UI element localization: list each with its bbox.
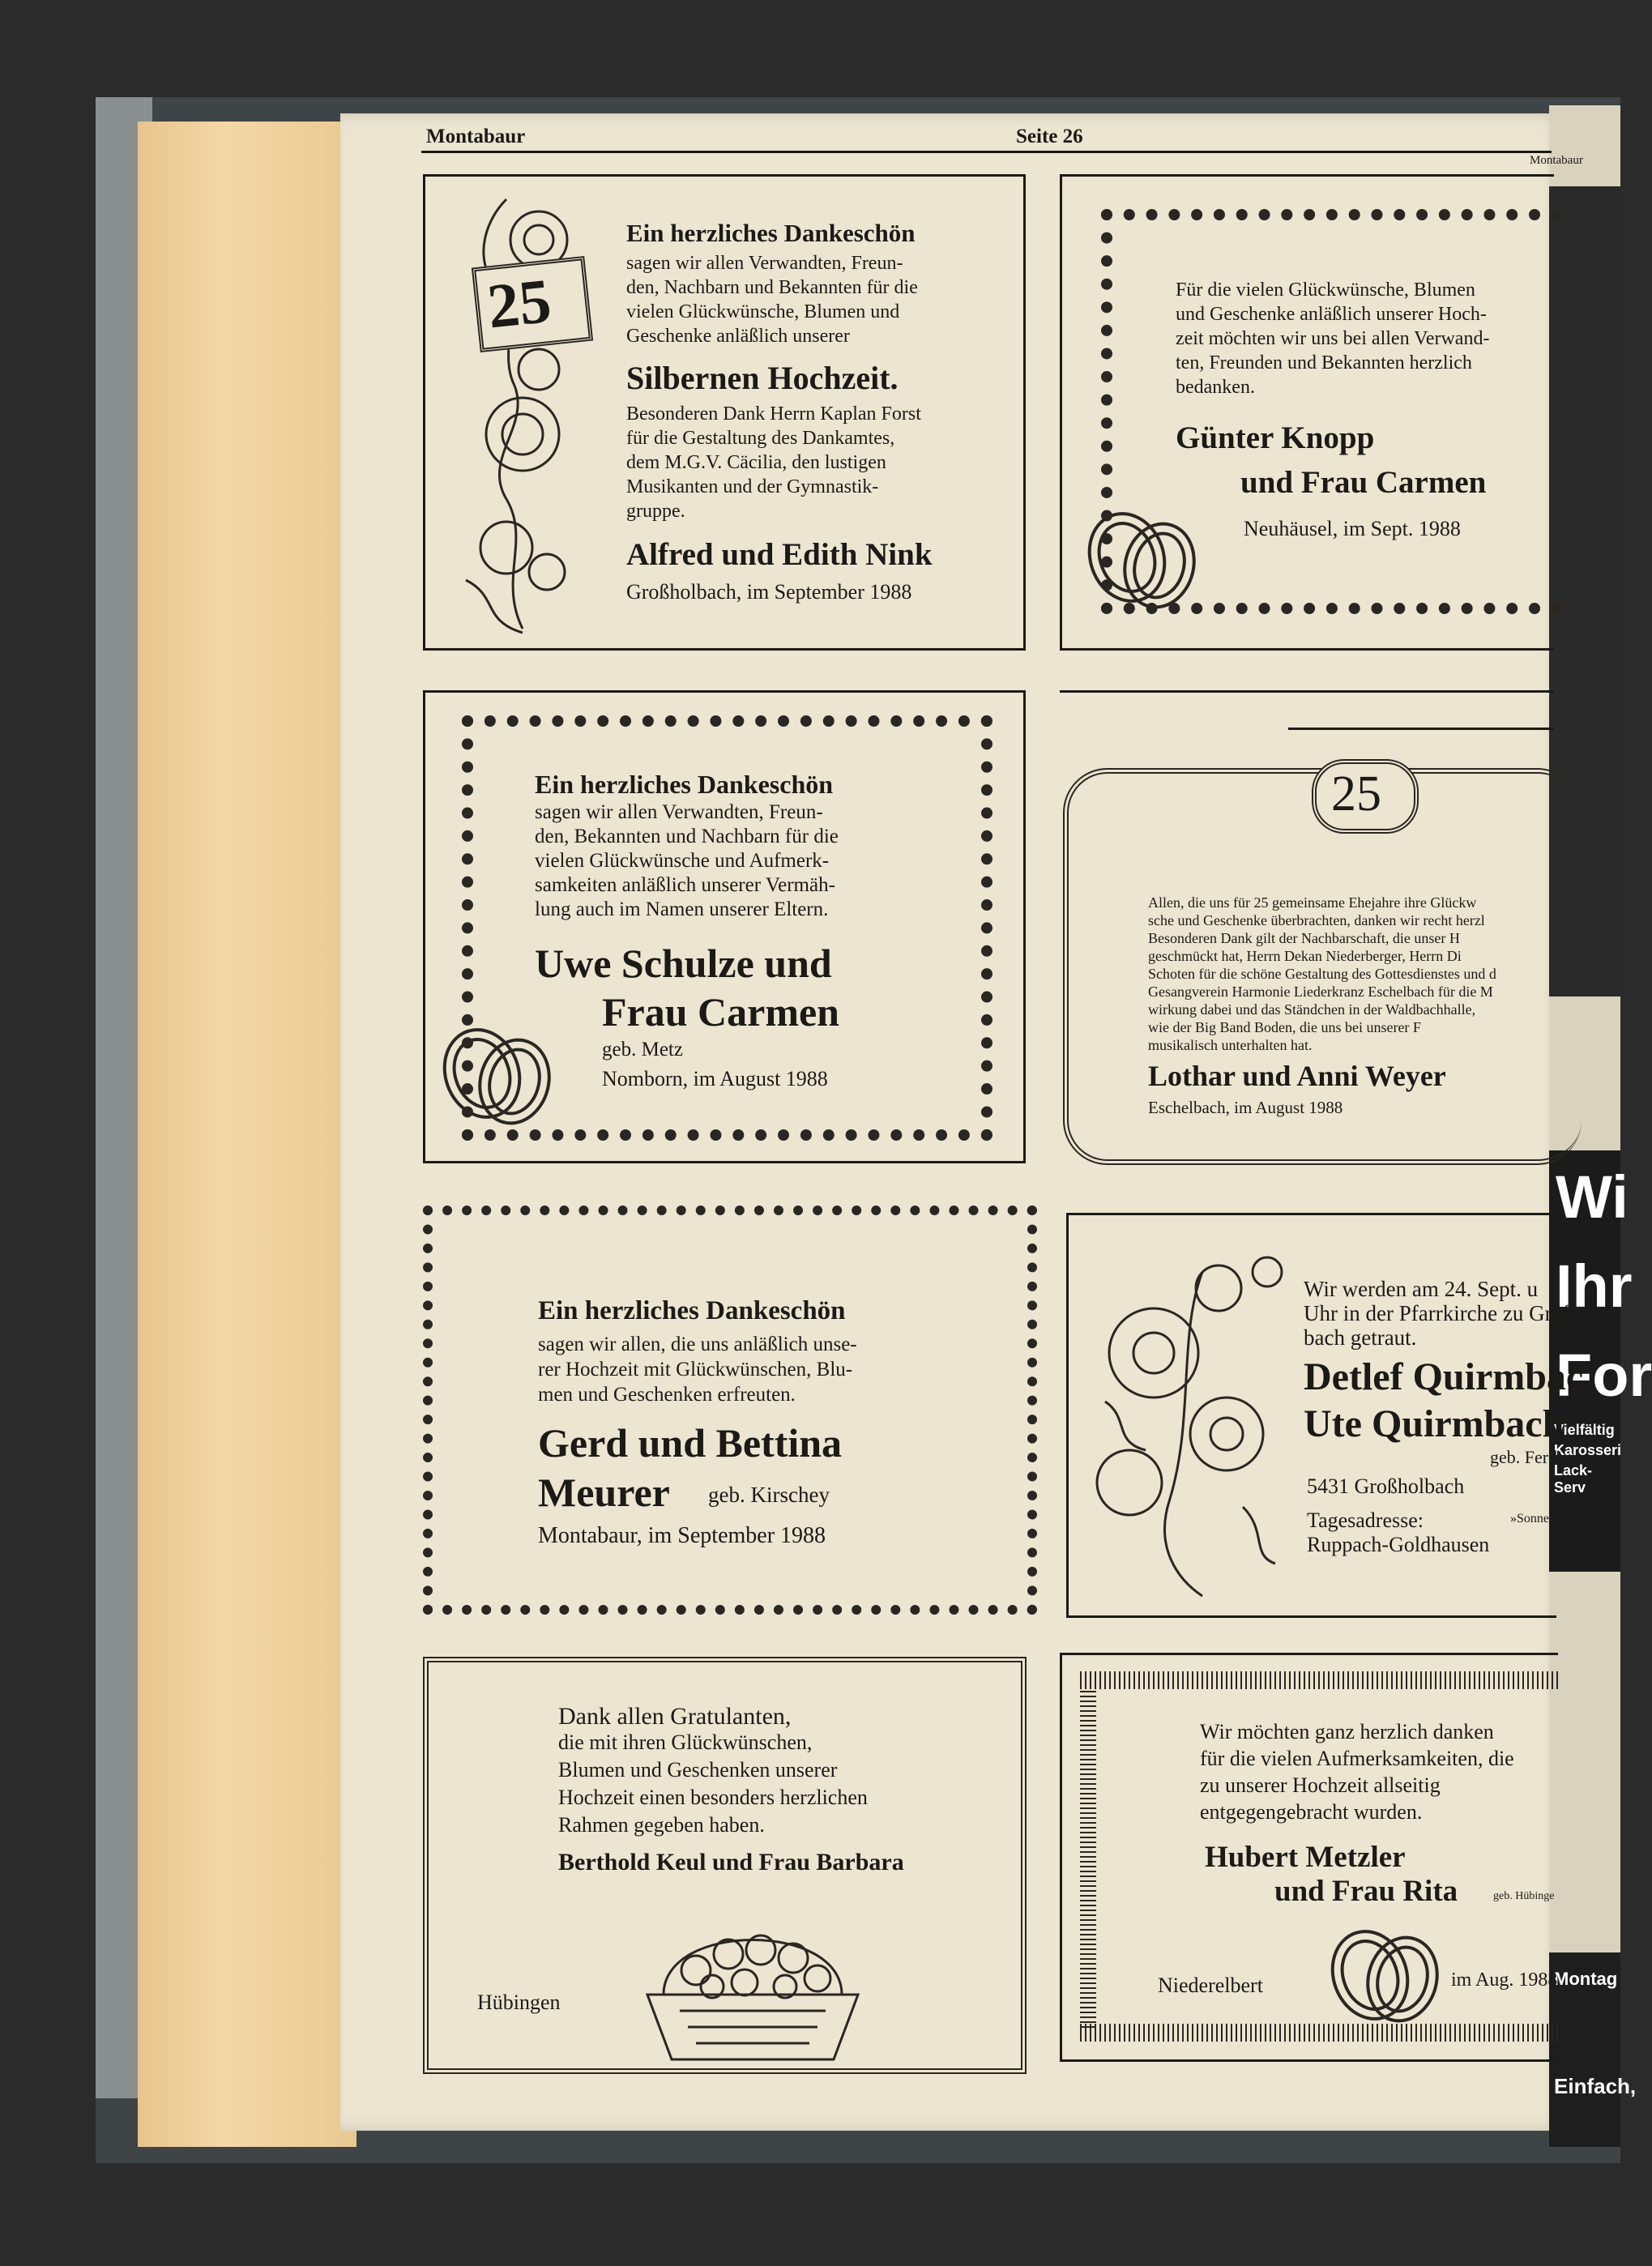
ad-body-line: zeit möchten wir uns bei allen Verwand- [1176, 328, 1490, 349]
ad-place-date: Nomborn, im August 1988 [602, 1067, 828, 1090]
ad-body-line: Schoten für die schöne Gestaltung des Gottesdienstes und d [1148, 966, 1496, 982]
ad-name: Günter Knopp [1176, 420, 1375, 455]
ad-date: im Aug. 1988 [1451, 1969, 1558, 1991]
ad-meurer [423, 1206, 1037, 1615]
ad-body-line: lung auch im Namen unserer Eltern. [535, 898, 829, 920]
flower-basket-icon [631, 1905, 874, 2068]
wedding-rings-icon [433, 1017, 563, 1138]
ad-metzler [1060, 1653, 1558, 2062]
ad-body-line: den, Nachbarn und Bekannten für die [626, 277, 918, 298]
ad-body-line: geschmückt hat, Herrn Dekan Niederberger, Herrn Di [1148, 948, 1462, 964]
ad-body-line: für die vielen Aufmerksamkeiten, die [1200, 1747, 1514, 1770]
column-rule [1060, 690, 1554, 693]
ad-body-line: Uhr in der Pfarrkirche zu Groß [1304, 1301, 1574, 1325]
ad-name: Meurer [538, 1470, 670, 1515]
ad-body-line: Für die vielen Glückwünsche, Blumen [1176, 280, 1475, 301]
ad-body-line: die mit ihren Glückwünschen, [558, 1730, 813, 1754]
ad-body-line: Gesangverein Harmonie Liederkranz Eschelbach für die M [1148, 984, 1493, 1000]
ad-body-line: musikalisch unterhalten hat. [1148, 1037, 1313, 1053]
ad-place: Hübingen [477, 1991, 561, 2014]
page-edges [138, 122, 356, 2147]
ad-name: Uwe Schulze und [535, 941, 832, 986]
ad-name: Detlef Quirmbac [1304, 1355, 1584, 1398]
ad-body-line: Wir möchten ganz herzlich danken [1200, 1720, 1494, 1743]
ad-body-line: Blumen und Geschenken unserer [558, 1758, 838, 1782]
ad-body-line: Rahmen gegeben haben. [558, 1813, 765, 1837]
ad-name: Gerd und Bettina [538, 1420, 843, 1466]
wedding-rings-icon [1078, 501, 1208, 622]
ad-name: und Frau Rita [1274, 1875, 1458, 1908]
column-rule [1288, 728, 1554, 730]
ad-maiden-name: geb. Metz [602, 1039, 683, 1060]
ad-body-line: vielen Glückwünsche, Blumen und [626, 301, 900, 322]
ad-body-line: gruppe. [626, 501, 685, 522]
ad-body-line: und Geschenke anläßlich unserer Hoch- [1176, 304, 1487, 325]
wedding-rings-icon [1321, 1918, 1451, 2032]
ad-body-line: bach getraut. [1304, 1325, 1417, 1350]
ad-body-line: sagen wir allen, die uns anläßlich unse- [538, 1334, 857, 1355]
header-section-right: Montabaur [1530, 154, 1583, 167]
header-rule [421, 151, 1552, 153]
flower-bouquet-ornament [1081, 1240, 1300, 1604]
badge-number: 25 [484, 264, 555, 342]
ad-body-line: zu unserer Hochzeit allseitig [1200, 1773, 1441, 1797]
ad-body-line: Musikanten und der Gymnastik- [626, 476, 879, 497]
anniversary-badge [472, 256, 593, 352]
ad-body-line: ten, Freunden und Bekannten herzlich [1176, 352, 1472, 373]
ad-body-line: rer Hochzeit mit Glückwünschen, Blu- [538, 1359, 853, 1381]
ad-place-date: Neuhäusel, im Sept. 1988 [1244, 517, 1461, 540]
ad-place: Niederelbert [1158, 1974, 1263, 1997]
ad-day-address-label: Tagesadresse: [1307, 1509, 1424, 1532]
adjacent-small-1: Vielfältig [1554, 1422, 1615, 1438]
ad-name: Hubert Metzler [1205, 1841, 1406, 1874]
ad-body-line: Besonderen Dank gilt der Nachbarschaft, die unser H [1148, 930, 1460, 946]
ad-body-line: sagen wir allen Verwandten, Freun- [626, 253, 903, 274]
ad-names: Lothar und Anni Weyer [1148, 1060, 1446, 1092]
ad-title: Ein herzliches Dankeschön [538, 1296, 846, 1325]
ad-body-line: samkeiten anläßlich unserer Vermäh- [535, 874, 835, 896]
ad-knopp [1060, 174, 1554, 651]
ad-body-line: wirkung dabei und das Ständchen in der Waldbachhalle, [1148, 1001, 1476, 1018]
badge-number: 25 [1331, 766, 1381, 821]
ad-body-line: den, Bekannten und Nachbarn für die [535, 826, 839, 847]
adjacent-headline-3: For [1556, 1342, 1652, 1409]
ad-schulze [423, 690, 1026, 1163]
ad-body-line: bedanken. [1176, 377, 1255, 398]
ad-body-line: Wir werden am 24. Sept. u [1304, 1277, 1539, 1301]
ad-maiden-name: geb. Ferdi [1490, 1447, 1563, 1467]
ad-body-line: Geschenke anläßlich unserer [626, 326, 850, 347]
striped-border-bottom [1080, 2024, 1558, 2042]
anniversary-badge [1312, 759, 1419, 834]
ad-name: Ute Quirmbach [1304, 1402, 1564, 1445]
ad-names: Berthold Keul und Frau Barbara [558, 1849, 904, 1876]
adjacent-small-4: Montag [1554, 1969, 1618, 1989]
ad-body-line: Hochzeit einen besonders herzlichen [558, 1786, 868, 1809]
adjacent-headline-2: Ihr [1556, 1252, 1633, 1320]
striped-border-top [1080, 1671, 1558, 1689]
ad-body-line: Allen, die uns für 25 gemeinsame Ehejahre ihre Glückw [1148, 894, 1477, 911]
header-page-number: Seite 26 [1016, 126, 1083, 147]
ad-weyer [1063, 768, 1582, 1165]
ad-place-date: Eschelbach, im August 1988 [1148, 1098, 1343, 1117]
ad-body-line: dem M.G.V. Cäcilia, den lustigen [626, 452, 886, 473]
ad-place-date: Großholbach, im September 1988 [626, 580, 912, 604]
header-section: Montabaur [426, 126, 526, 147]
ad-title: Ein herzliches Dankeschön [626, 219, 916, 247]
ad-body-line: wie der Big Band Boden, die uns bei unserer F [1148, 1019, 1421, 1035]
ad-body-line: entgegengebracht wurden. [1200, 1800, 1423, 1824]
ad-maiden-name: geb. Kirschey [708, 1483, 830, 1507]
ad-keul [423, 1657, 1027, 2074]
ad-body-line: sagen wir allen Verwandten, Freun- [535, 801, 823, 823]
ad-occasion: Silbernen Hochzeit. [626, 360, 899, 396]
ad-body-line: Dank allen Gratulanten, [558, 1703, 792, 1730]
adjacent-small-3: Lack-Serv [1554, 1462, 1593, 1496]
adjacent-headline-1: Wi [1556, 1163, 1629, 1231]
ad-body-line: sche und Geschenke überbrachten, danken wir recht herzl [1148, 912, 1485, 928]
ad-name: und Frau Carmen [1240, 465, 1487, 500]
ad-maiden-name: geb. Hübinge [1493, 1890, 1555, 1902]
ad-names: Alfred und Edith Nink [626, 537, 933, 572]
ad-body-line: vielen Glückwünsche und Aufmerk- [535, 850, 830, 872]
ad-body-line: Besonderen Dank Herrn Kaplan Forst [626, 403, 921, 425]
striped-border-left [1080, 1688, 1096, 2028]
ad-nink [423, 174, 1026, 651]
ad-day-address-note: »Sonne [1510, 1512, 1549, 1526]
ad-name: Frau Carmen [602, 989, 839, 1035]
ad-address: 5431 Großholbach [1307, 1474, 1465, 1498]
adjacent-small-5: Einfach, [1554, 2074, 1637, 2098]
ad-body-line: men und Geschenken erfreuten. [538, 1384, 796, 1406]
adjacent-small-2: Karosseri [1554, 1442, 1622, 1458]
ad-title: Ein herzliches Dankeschön [535, 770, 834, 799]
ad-body-line: für die Gestaltung des Dankamtes, [626, 428, 895, 449]
ad-day-address: Ruppach-Goldhausen [1307, 1533, 1490, 1556]
ad-place-date: Montabaur, im September 1988 [538, 1523, 826, 1548]
